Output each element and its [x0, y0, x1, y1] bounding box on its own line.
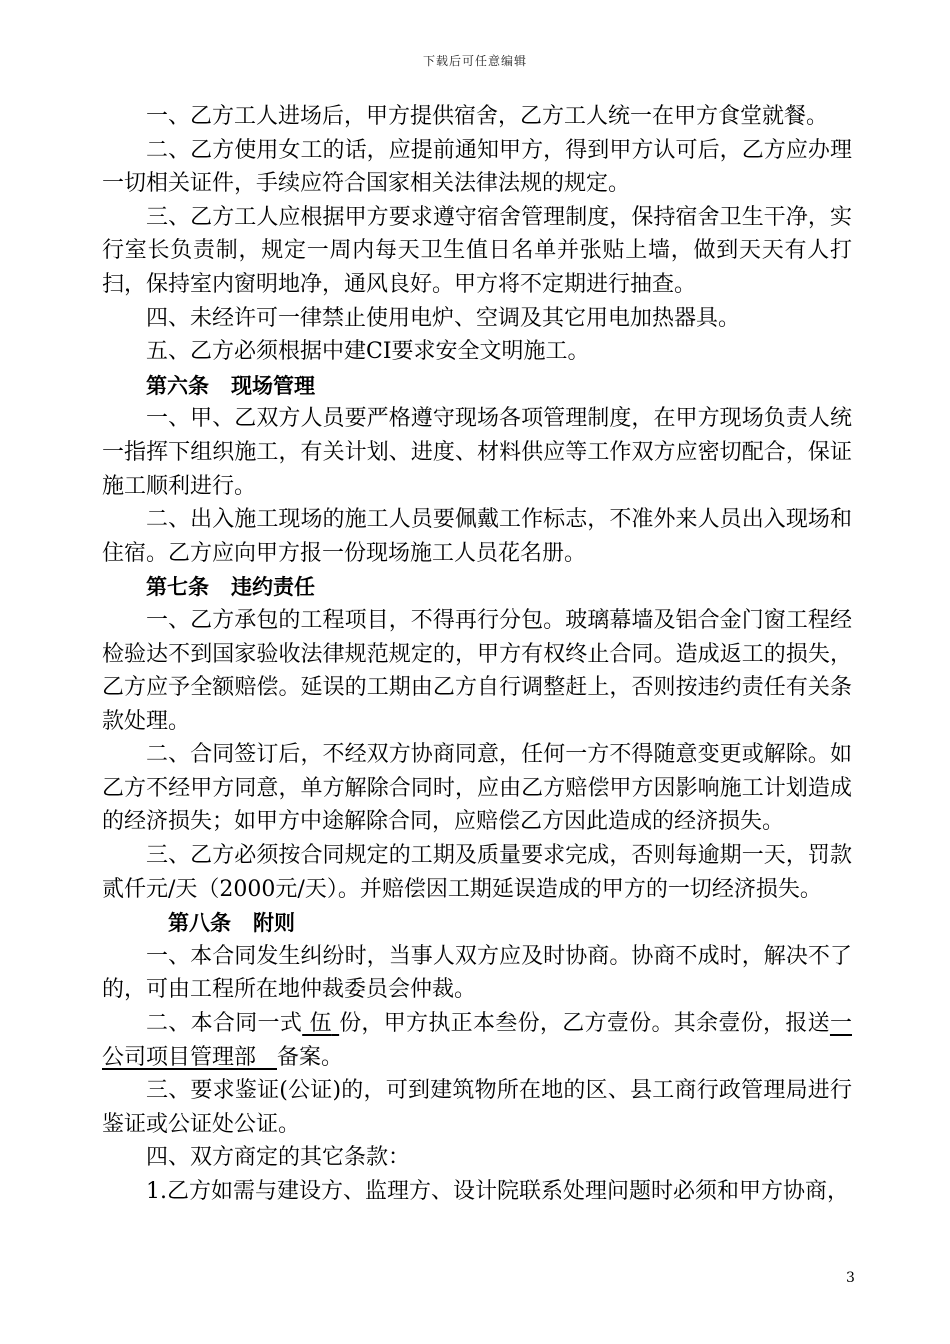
article-number: 第七条 — [146, 574, 209, 600]
copies-blank — [302, 1011, 339, 1036]
article-number: 第八条 — [168, 910, 231, 936]
article-number: 第六条 — [146, 372, 209, 398]
copies-value: 伍 — [309, 1011, 332, 1037]
paragraph: 一、甲、乙双方人员要严格遵守现场各项管理制度，在甲方现场负责人统一指挥下组织施工，有关计划、进度、材料供应等工作双方应密切配合，保证施工顺利进行。 — [102, 406, 852, 499]
article-title: 违约责任 — [231, 574, 315, 600]
paragraph: 一、本合同发生纠纷时，当事人双方应及时协商。协商不成时，解决不了的，可由工程所在地仲裁委员会仲裁。 — [102, 943, 852, 1003]
paragraph: 二、合同签订后，不经双方协商同意，任何一方不得随意变更或解除。如乙方不经甲方同意，单方解除合同时，应由乙方赔偿甲方因影响施工计划造成的经济损失；如甲方中途解除合同，应赔偿乙方因此造成的经济损失。 — [102, 742, 852, 835]
paragraph: 一、乙方承包的工程项目，不得再行分包。玻璃幕墙及铝合金门窗工程经检验达不到国家验收法律规范规定的，甲方有权终止合同。造成返工的损失，乙方应予全额赔偿。延误的工期由乙方自行调整赶上，否则按违约责任有关条款处理。 — [102, 607, 852, 734]
paragraph: 三、要求鉴证(公证)的，可到建筑物所在地的区、县工商行政管理局进行鉴证或公证处公证。 — [102, 1078, 852, 1137]
page-number: 3 — [846, 1270, 855, 1286]
paragraph: 四、未经许可一律禁止使用电炉、空调及其它用电加热器具。 — [146, 305, 741, 331]
paragraph: 1.乙方如需与建设方、监理方、设计院联系处理问题时必须和甲方协商， — [146, 1179, 849, 1204]
paragraph-copies — [102, 1007, 852, 1074]
article-title: 现场管理 — [231, 372, 315, 398]
page-header: 下载后可任意编辑 — [422, 54, 527, 68]
text-fragment: 份，甲方执正本叁份，乙方壹份。其余壹份，报送 — [339, 1011, 830, 1037]
paragraph: 三、乙方必须按合同规定的工期及质量要求完成，否则每逾期一天，罚款贰仟元/天（2000元/天）。并赔偿因工期延误造成的甲方的一切经济损失。 — [102, 843, 852, 902]
department-value: 一公司项目管理部 — [102, 1011, 852, 1070]
paragraph: 三、乙方工人应根据甲方要求遵守宿舍管理制度，保持宿舍卫生干净，实行室长负责制，规定一周内每天卫生值日名单并张贴上墙，做到天天有人打扫，保持室内窗明地净，通风良好。甲方将不定期进行抽查。 — [102, 204, 852, 297]
document-body — [102, 100, 852, 1209]
article-7-heading — [102, 570, 852, 604]
text-fragment: 备案。 — [277, 1044, 344, 1070]
paragraph: 二、乙方使用女工的话，应提前通知甲方，得到甲方认可后，乙方应办理一切相关证件，手续应符合国家相关法律法规的规定。 — [102, 137, 852, 197]
article-title: 附则 — [253, 910, 295, 936]
paragraph: 二、出入施工现场的施工人员要佩戴工作标志，不准外来人员出入现场和住宿。乙方应向甲方报一份现场施工人员花名册。 — [102, 507, 852, 566]
paragraph: 四、双方商定的其它条款： — [146, 1145, 411, 1171]
article-8-heading — [102, 906, 852, 940]
paragraph: 一、乙方工人进场后，甲方提供宿舍，乙方工人统一在甲方食堂就餐。 — [146, 104, 829, 129]
paragraph: 五、乙方必须根据中建CI要求安全文明施工。 — [146, 339, 590, 365]
article-6-heading — [102, 369, 852, 403]
text-fragment: 二、本合同一式 — [146, 1011, 303, 1037]
